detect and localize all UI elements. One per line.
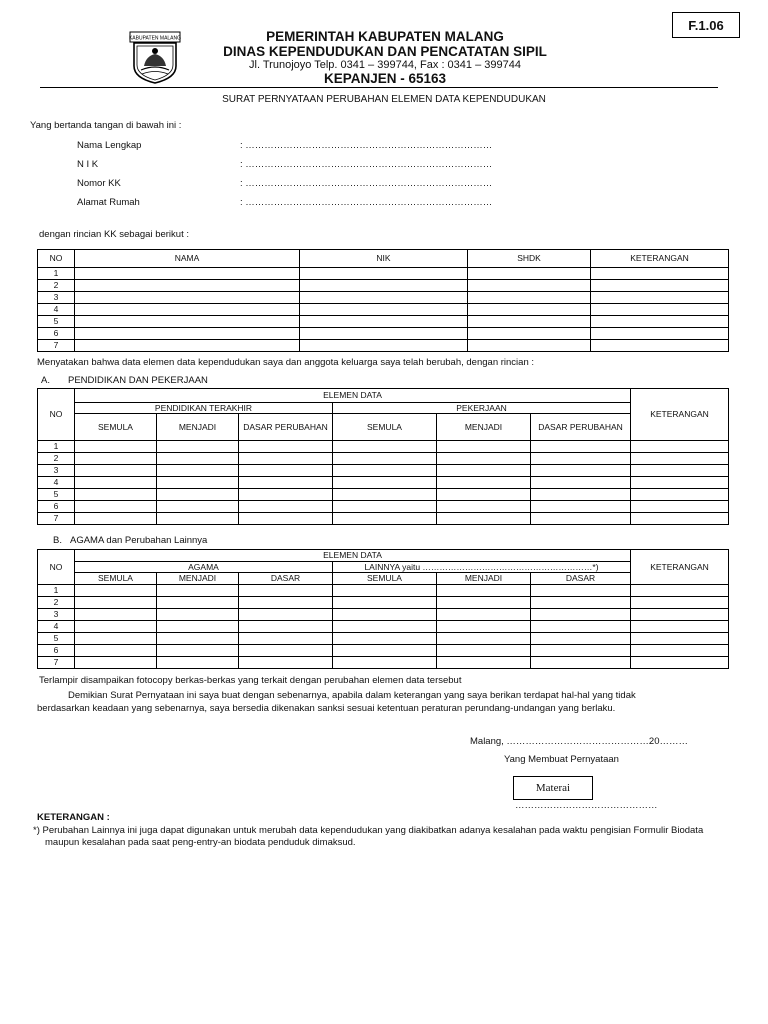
table-row bbox=[38, 585, 729, 597]
b-header-dasar-1: DASAR bbox=[239, 573, 333, 585]
kk-intro-text: dengan rincian KK sebagai berikut : bbox=[39, 229, 189, 240]
table-row bbox=[38, 597, 729, 609]
kk-header-shdk: SHDK bbox=[468, 250, 591, 268]
b-header-menjadi-2: MENJADI bbox=[437, 573, 531, 585]
address-field[interactable]: : …………………………………………………………………… bbox=[240, 197, 493, 208]
row-number: 3 bbox=[38, 292, 75, 304]
table-row bbox=[38, 292, 729, 304]
document-title: SURAT PERNYATAAN PERUBAHAN ELEMEN DATA KEPENDUDUKAN bbox=[222, 94, 546, 105]
table-row bbox=[38, 501, 729, 513]
kk-number-label: Nomor KK bbox=[77, 178, 121, 189]
a-header-menjadi-1: MENJADI bbox=[157, 414, 239, 441]
place-date-field[interactable]: Malang, ………………………………………20……… bbox=[470, 736, 689, 747]
row-number: 3 bbox=[38, 465, 75, 477]
address-label: Alamat Rumah bbox=[77, 197, 140, 208]
section-a-letter: A. bbox=[41, 375, 50, 386]
row-number: 6 bbox=[38, 328, 75, 340]
b-header-other: LAINNYA yaitu ……………………………………………………*) bbox=[333, 562, 631, 573]
intro-text: Yang bertanda tangan di bawah ini : bbox=[30, 120, 182, 131]
row-number: 6 bbox=[38, 645, 75, 657]
a-header-semula-1: SEMULA bbox=[75, 414, 157, 441]
header-city: KEPANJEN - 65163 bbox=[323, 71, 447, 86]
table-row bbox=[38, 453, 729, 465]
b-header-semula-1: SEMULA bbox=[75, 573, 157, 585]
a-header-no: NO bbox=[38, 389, 75, 441]
notes-text: *) Perubahan Lainnya ini juga dapat digunakan untuk merubah data kependudukan yang diakibatkan adanya kesalahan pada waktu pengisian Formulir Biodata maupun kesalahan pada saat peng-entry-an biodata penduduk dimaksud. bbox=[33, 825, 704, 848]
section-b-letter: B. bbox=[53, 535, 62, 546]
a-header-dasar-1: DASAR PERUBAHAN bbox=[239, 414, 333, 441]
nik-field[interactable]: : …………………………………………………………………… bbox=[240, 159, 493, 170]
header-government: PEMERINTAH KABUPATEN MALANG bbox=[266, 29, 504, 44]
closing-paragraph: Demikian Surat Pernyataan ini saya buat dengan sebenarnya, apabila dalam keterangan yang saya berikan terdapat hal-hal yang tidak berdasarkan keadaan yang sebenarnya, saya bersedia dikenakan sanksi sesuai ketentuan peraturan perundang-undangan yang berlaku. bbox=[37, 690, 636, 714]
kk-table bbox=[37, 249, 729, 352]
table-row bbox=[38, 328, 729, 340]
table-row bbox=[38, 465, 729, 477]
row-number: 1 bbox=[38, 268, 75, 280]
religion-other-table bbox=[37, 549, 729, 669]
name-field[interactable]: : …………………………………………………………………… bbox=[240, 140, 493, 151]
materai-box: Materai bbox=[513, 776, 593, 800]
table-row bbox=[38, 304, 729, 316]
row-number: 1 bbox=[38, 441, 75, 453]
kk-header-no: NO bbox=[38, 250, 75, 268]
b-header-religion: AGAMA bbox=[75, 562, 333, 573]
row-number: 4 bbox=[38, 477, 75, 489]
row-number: 6 bbox=[38, 501, 75, 513]
row-number: 2 bbox=[38, 453, 75, 465]
b-header-semula-2: SEMULA bbox=[333, 573, 437, 585]
a-header-semula-2: SEMULA bbox=[333, 414, 437, 441]
a-header-occupation: PEKERJAAN bbox=[333, 403, 631, 414]
header-divider bbox=[40, 87, 718, 88]
name-label: Nama Lengkap bbox=[77, 140, 142, 151]
a-header-dasar-2: DASAR PERUBAHAN bbox=[531, 414, 631, 441]
row-number: 7 bbox=[38, 513, 75, 525]
form-code: F.1.06 bbox=[672, 12, 740, 38]
a-header-elemen: ELEMEN DATA bbox=[75, 389, 631, 403]
b-header-elemen: ELEMEN DATA bbox=[75, 550, 631, 562]
row-number: 5 bbox=[38, 633, 75, 645]
logo-text: KABUPATEN MALANG bbox=[128, 35, 182, 42]
attachment-text: Terlampir disampaikan fotocopy berkas-berkas yang terkait dengan perubahan elemen data tersebut bbox=[39, 675, 462, 686]
table-row bbox=[38, 340, 729, 352]
table-row bbox=[38, 645, 729, 657]
table-row bbox=[38, 441, 729, 453]
signature-line[interactable]: ……………………………………… bbox=[515, 800, 658, 811]
header-agency: DINAS KEPENDUDUKAN DAN PENCATATAN SIPIL bbox=[223, 44, 547, 59]
table-row bbox=[38, 316, 729, 328]
notes-title: KETERANGAN : bbox=[37, 812, 110, 823]
header-address: Jl. Trunojoyo Telp. 0341 – 399744, Fax : 0341 – 399744 bbox=[249, 59, 521, 71]
kk-header-nik: NIK bbox=[300, 250, 468, 268]
nik-label: N I K bbox=[77, 159, 99, 170]
table-row bbox=[38, 657, 729, 669]
table-row bbox=[38, 268, 729, 280]
b-header-dasar-2: DASAR bbox=[531, 573, 631, 585]
row-number: 2 bbox=[38, 280, 75, 292]
a-header-keterangan: KETERANGAN bbox=[631, 389, 729, 441]
a-header-education: PENDIDIKAN TERAKHIR bbox=[75, 403, 333, 414]
table-row bbox=[38, 477, 729, 489]
a-header-menjadi-2: MENJADI bbox=[437, 414, 531, 441]
section-b-title: AGAMA dan Perubahan Lainnya bbox=[70, 535, 208, 546]
table-row bbox=[38, 489, 729, 501]
row-number: 5 bbox=[38, 489, 75, 501]
row-number: 4 bbox=[38, 304, 75, 316]
table-row bbox=[38, 621, 729, 633]
row-number: 7 bbox=[38, 340, 75, 352]
row-number: 7 bbox=[38, 657, 75, 669]
table-row bbox=[38, 609, 729, 621]
education-occupation-table bbox=[37, 388, 729, 525]
row-number: 4 bbox=[38, 621, 75, 633]
kk-number-field[interactable]: : …………………………………………………………………… bbox=[240, 178, 493, 189]
kk-header-keterangan: KETERANGAN bbox=[591, 250, 729, 268]
table-row bbox=[38, 513, 729, 525]
statement-text: Menyatakan bahwa data elemen data kependudukan saya dan anggota keluarga saya telah berubah, dengan rincian : bbox=[37, 357, 535, 368]
row-number: 3 bbox=[38, 609, 75, 621]
table-row bbox=[38, 633, 729, 645]
b-header-no: NO bbox=[38, 550, 75, 585]
row-number: 1 bbox=[38, 585, 75, 597]
row-number: 2 bbox=[38, 597, 75, 609]
kk-header-name: NAMA bbox=[75, 250, 300, 268]
b-header-keterangan: KETERANGAN bbox=[631, 550, 729, 585]
section-a-title: PENDIDIKAN DAN PEKERJAAN bbox=[68, 375, 208, 386]
b-header-menjadi-1: MENJADI bbox=[157, 573, 239, 585]
table-row bbox=[38, 280, 729, 292]
row-number: 5 bbox=[38, 316, 75, 328]
regency-logo bbox=[128, 30, 182, 84]
signer-label: Yang Membuat Pernyataan bbox=[504, 754, 619, 765]
